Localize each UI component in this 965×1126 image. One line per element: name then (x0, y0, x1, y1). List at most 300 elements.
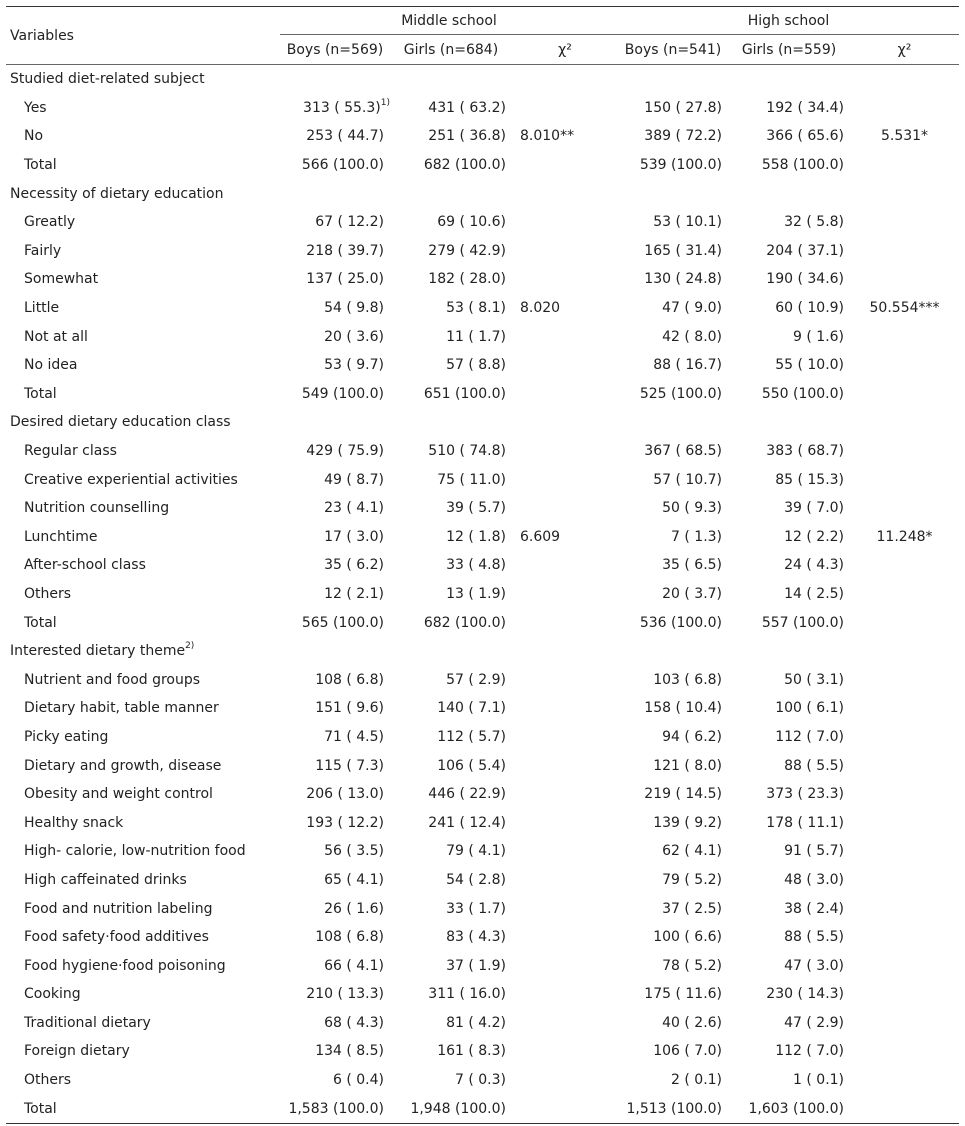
ms-chi-cell (512, 237, 618, 266)
hs-girls-cell (728, 923, 850, 952)
hs-girls-cell-value: 178 ( 11.1) (766, 814, 845, 831)
hs-chi-cell (850, 923, 959, 952)
ms-boys-cell-value: 206 ( 13.0) (306, 786, 384, 803)
table-row (6, 94, 959, 123)
ms-girls-cell-value: 431 ( 63.2) (428, 99, 506, 116)
ms-boys-cell-value: 67 ( 12.2) (315, 214, 384, 231)
hs-girls-cell-value: 112 ( 7.0) (775, 1043, 845, 1060)
ms-girls-cell (390, 351, 512, 380)
empty-cell (280, 637, 390, 666)
hs-chi-cell (850, 866, 959, 895)
ms-girls-cell (390, 151, 512, 180)
ms-boys-cell (280, 494, 390, 523)
ms-chi-cell (512, 894, 618, 923)
hs-girls-cell (728, 465, 850, 494)
ms-girls-cell-value: 12 ( 1.8) (446, 528, 506, 545)
ms-girls-cell (390, 808, 512, 837)
hs-chi-cell (850, 837, 959, 866)
ms-girls-cell (390, 551, 512, 580)
table-row (6, 465, 959, 494)
ms-girls-cell (390, 837, 512, 866)
ms-girls-cell (390, 751, 512, 780)
ms-boys-cell-value: 20 ( 3.6) (324, 328, 384, 345)
empty-cell (280, 408, 390, 437)
row-label: Food safety·food additives (24, 929, 209, 946)
hs-boys-cell (618, 523, 728, 552)
ms-boys-cell-value: 53 ( 9.7) (324, 357, 384, 374)
row-label: Food hygiene·food poisoning (24, 957, 226, 974)
ms-chi-cell (512, 808, 618, 837)
hs-boys-cell-value: 103 ( 6.8) (653, 671, 723, 688)
ms-girls-cell (390, 208, 512, 237)
ms-girls-cell-value: 33 ( 1.7) (446, 900, 506, 917)
hs-boys-cell-value: 94 ( 6.2) (662, 728, 723, 745)
ms-girls-header: Girls (n=684) (390, 35, 512, 65)
row-label: Nutrient and food groups (24, 671, 201, 688)
hs-boys-cell (618, 980, 728, 1009)
ms-girls-cell-value: 53 ( 8.1) (446, 300, 506, 317)
hs-boys-cell (618, 780, 728, 809)
ms-girls-cell (390, 523, 512, 552)
ms-girls-cell-value: 161 ( 8.3) (437, 1043, 506, 1060)
table-row (6, 580, 959, 609)
ms-boys-cell (280, 608, 390, 637)
ms-boys-cell-value: 151 ( 9.6) (315, 700, 384, 717)
ms-girls-cell (390, 780, 512, 809)
hs-boys-cell (618, 608, 728, 637)
hs-girls-cell (728, 380, 850, 409)
ms-boys-cell (280, 237, 390, 266)
hs-boys-cell-value: 130 ( 24.8) (644, 271, 723, 288)
empty-cell (390, 408, 512, 437)
hs-boys-cell-value: 20 ( 3.7) (662, 585, 723, 602)
ms-chi-cell (512, 265, 618, 294)
hs-girls-cell (728, 951, 850, 980)
ms-chi-cell (512, 665, 618, 694)
ms-chi-cell (512, 151, 618, 180)
table-row (6, 237, 959, 266)
hs-girls-cell-value: 9 ( 1.6) (793, 328, 845, 345)
empty-cell (728, 179, 850, 208)
empty-cell (728, 637, 850, 666)
row-label: Others (24, 585, 72, 602)
ms-chi-cell (512, 351, 618, 380)
row-label: Yes (24, 99, 47, 116)
ms-boys-cell-value: 253 ( 44.7) (306, 128, 384, 145)
hs-boys-cell-value: 150 ( 27.8) (644, 99, 723, 116)
row-label: Creative experiential activities (24, 471, 238, 488)
hs-chi-cell (850, 894, 959, 923)
hs-girls-cell-value: 47 ( 3.0) (784, 957, 845, 974)
ms-boys-cell-value: 54 ( 9.8) (324, 300, 384, 317)
ms-girls-cell (390, 94, 512, 123)
ms-girls-cell (390, 294, 512, 323)
table-row (6, 751, 959, 780)
section-label-text: Studied diet-related subject (10, 71, 205, 88)
empty-cell (618, 179, 728, 208)
hs-girls-cell-value: 100 ( 6.1) (775, 700, 845, 717)
table-row (6, 265, 959, 294)
row-label: Fairly (24, 242, 62, 259)
ms-boys-cell-value: 65 ( 4.1) (324, 871, 384, 888)
ms-boys-cell (280, 322, 390, 351)
hs-chi-cell (850, 1037, 959, 1066)
ms-boys-cell (280, 437, 390, 466)
ms-girls-cell (390, 122, 512, 151)
ms-boys-cell (280, 866, 390, 895)
hs-boys-cell-value: 389 ( 72.2) (644, 128, 723, 145)
ms-girls-cell-value: 241 ( 12.4) (428, 814, 506, 831)
row-label: Greatly (24, 214, 76, 231)
table-row (6, 1094, 959, 1123)
ms-girls-cell-value: 182 ( 28.0) (428, 271, 506, 288)
hs-boys-cell (618, 551, 728, 580)
hs-girls-header: Girls (n=559) (728, 35, 850, 65)
ms-boys-cell-value: 66 ( 4.1) (324, 957, 384, 974)
ms-boys-cell (280, 151, 390, 180)
empty-cell (850, 65, 959, 94)
empty-cell (280, 65, 390, 94)
row-label: Food and nutrition labeling (24, 900, 213, 917)
row-label: High caffeinated drinks (24, 871, 187, 888)
hs-boys-cell-value: 42 ( 8.0) (662, 328, 723, 345)
ms-chi-cell (512, 551, 618, 580)
hs-boys-cell (618, 665, 728, 694)
empty-cell (512, 637, 618, 666)
ms-girls-cell-value: 79 ( 4.1) (446, 843, 506, 860)
ms-boys-header: Boys (n=569) (280, 35, 390, 65)
hs-girls-cell (728, 608, 850, 637)
ms-boys-cell-value: 35 ( 6.2) (324, 557, 384, 574)
hs-girls-cell-value: 85 ( 15.3) (775, 471, 845, 488)
table-row (6, 608, 959, 637)
hs-boys-cell (618, 1094, 728, 1123)
table-row (6, 151, 959, 180)
ms-boys-cell (280, 523, 390, 552)
row-label: Not at all (24, 328, 88, 345)
ms-girls-cell (390, 723, 512, 752)
ms-boys-cell (280, 751, 390, 780)
row-label: Dietary and growth, disease (24, 757, 222, 774)
ms-girls-cell-value: 1,948 (100.0) (410, 1100, 506, 1117)
hs-chi-cell (850, 437, 959, 466)
hs-chi-cell (850, 208, 959, 237)
hs-girls-cell (728, 1094, 850, 1123)
ms-chi-cell (512, 866, 618, 895)
ms-boys-cell (280, 665, 390, 694)
row-label: Picky eating (24, 728, 109, 745)
hs-boys-cell-value: 536 (100.0) (639, 614, 723, 631)
ms-girls-cell-value: 69 ( 10.6) (437, 214, 506, 231)
ms-girls-cell-value: 11 ( 1.7) (446, 328, 506, 345)
ms-girls-cell (390, 580, 512, 609)
ms-girls-cell (390, 980, 512, 1009)
table-row (6, 294, 959, 323)
hs-boys-cell-value: 525 (100.0) (639, 385, 723, 402)
empty-cell (618, 637, 728, 666)
row-label: Total (6, 1094, 280, 1123)
ms-boys-cell-value: 549 (100.0) (301, 385, 384, 402)
ms-chi-cell (512, 465, 618, 494)
hs-boys-cell-value: 7 ( 1.3) (671, 528, 723, 545)
empty-cell (390, 637, 512, 666)
hs-girls-cell (728, 551, 850, 580)
section-header-row (6, 179, 959, 208)
hs-boys-cell (618, 322, 728, 351)
ms-girls-cell-value: 106 ( 5.4) (437, 757, 506, 774)
hs-boys-cell (618, 294, 728, 323)
ms-girls-cell-value: 33 ( 4.8) (446, 557, 506, 574)
section-header-row (6, 408, 959, 437)
ms-boys-cell-value: 134 ( 8.5) (315, 1043, 384, 1060)
row-label: Healthy snack (24, 814, 124, 831)
hs-boys-cell-value: 37 ( 2.5) (662, 900, 723, 917)
ms-boys-cell (280, 923, 390, 952)
hs-boys-cell-value: 79 ( 5.2) (662, 871, 723, 888)
empty-cell (728, 65, 850, 94)
ms-boys-cell (280, 780, 390, 809)
table-row (6, 122, 959, 151)
hs-boys-cell (618, 265, 728, 294)
ms-boys-cell-value: 210 ( 13.3) (306, 986, 384, 1003)
hs-chi-cell (850, 322, 959, 351)
hs-girls-cell-value: 47 ( 2.9) (784, 1014, 845, 1031)
row-label: High- calorie, low-nutrition food (24, 843, 246, 860)
hs-girls-cell (728, 494, 850, 523)
ms-boys-cell-value: 49 ( 8.7) (324, 471, 384, 488)
empty-cell (512, 408, 618, 437)
hs-boys-cell (618, 694, 728, 723)
row-label: Total (24, 614, 57, 631)
hs-chi-cell (850, 265, 959, 294)
ms-boys-cell-value: 566 (100.0) (301, 157, 384, 174)
hs-boys-cell-value: 1,513 (100.0) (626, 1100, 723, 1117)
hs-chi-cell (850, 1094, 959, 1123)
hs-boys-cell (618, 837, 728, 866)
hs-boys-cell (618, 894, 728, 923)
hs-boys-cell (618, 351, 728, 380)
ms-chi-cell (512, 494, 618, 523)
ms-chi-cell (512, 923, 618, 952)
ms-boys-cell-value: 12 ( 2.1) (324, 585, 384, 602)
hs-girls-cell-value: 383 ( 68.7) (766, 443, 845, 460)
ms-chi-cell: 8.020 (520, 300, 561, 317)
hs-boys-cell-value: 2 ( 0.1) (671, 1072, 723, 1089)
hs-girls-cell (728, 1037, 850, 1066)
hs-boys-cell (618, 1009, 728, 1038)
empty-cell (390, 65, 512, 94)
hs-boys-cell (618, 494, 728, 523)
ms-girls-cell-value: 651 (100.0) (423, 385, 506, 402)
high-school-header: High school (618, 7, 959, 35)
hs-girls-cell (728, 208, 850, 237)
hs-boys-cell-value: 40 ( 2.6) (662, 1014, 723, 1031)
ms-boys-cell (280, 208, 390, 237)
empty-cell (850, 408, 959, 437)
hs-boys-cell-value: 78 ( 5.2) (662, 957, 723, 974)
hs-chi-cell (850, 751, 959, 780)
ms-girls-cell-value: 311 ( 16.0) (428, 986, 506, 1003)
hs-boys-cell-value: 367 ( 68.5) (644, 443, 723, 460)
hs-boys-cell-value: 35 ( 6.5) (662, 557, 723, 574)
ms-boys-cell-value: 108 ( 6.8) (315, 671, 384, 688)
ms-boys-cell (280, 265, 390, 294)
hs-chi-cell (850, 494, 959, 523)
section-label-text: Interested dietary theme (10, 643, 186, 660)
hs-chi-cell (850, 951, 959, 980)
ms-girls-cell-value: 510 ( 74.8) (428, 443, 506, 460)
ms-chi-cell: 8.010** (520, 128, 575, 145)
hs-boys-cell (618, 94, 728, 123)
ms-boys-cell-value: 429 ( 75.9) (306, 443, 384, 460)
ms-boys-cell (280, 951, 390, 980)
table-row (6, 322, 959, 351)
hs-girls-cell (728, 237, 850, 266)
hs-girls-cell-value: 55 ( 10.0) (775, 357, 845, 374)
ms-girls-cell-value: 446 ( 22.9) (428, 786, 506, 803)
hs-girls-cell-value: 204 ( 37.1) (766, 242, 845, 259)
ms-girls-cell (390, 265, 512, 294)
row-label: Foreign dietary (24, 1043, 130, 1060)
hs-girls-cell (728, 665, 850, 694)
table-row (6, 808, 959, 837)
hs-boys-cell (618, 923, 728, 952)
hs-chi-cell (850, 94, 959, 123)
table-row (6, 866, 959, 895)
hs-boys-cell (618, 437, 728, 466)
ms-chi-cell (512, 380, 618, 409)
section-label (6, 408, 280, 437)
footnote-marker: 2) (185, 641, 195, 652)
hs-chi-cell: 5.531* (880, 128, 929, 145)
table-row (6, 837, 959, 866)
hs-chi-header: χ² (850, 35, 959, 65)
row-label: Total (24, 385, 57, 402)
table-row (6, 351, 959, 380)
ms-chi-cell (512, 980, 618, 1009)
hs-girls-cell-value: 558 (100.0) (761, 157, 845, 174)
hs-boys-cell (618, 751, 728, 780)
row-label: Regular class (24, 443, 117, 460)
empty-cell (512, 65, 618, 94)
hs-girls-cell-value: 373 ( 23.3) (766, 786, 845, 803)
hs-boys-cell-value: 50 ( 9.3) (662, 500, 723, 517)
ms-girls-cell (390, 951, 512, 980)
ms-boys-cell-value: 313 ( 55.3) (303, 99, 381, 116)
ms-boys-cell-value: 193 ( 12.2) (306, 814, 384, 831)
hs-chi-cell (850, 665, 959, 694)
table-row (6, 1066, 959, 1095)
ms-girls-cell (390, 1094, 512, 1123)
ms-chi-cell (512, 580, 618, 609)
ms-chi-header: χ² (512, 35, 618, 65)
table-row (6, 1037, 959, 1066)
hs-girls-cell (728, 780, 850, 809)
hs-chi-cell (850, 808, 959, 837)
hs-girls-cell-value: 12 ( 2.2) (784, 528, 845, 545)
hs-girls-cell-value: 48 ( 3.0) (784, 871, 845, 888)
hs-chi-cell: 11.248* (876, 528, 933, 545)
table-row (6, 437, 959, 466)
hs-girls-cell (728, 294, 850, 323)
empty-cell (728, 408, 850, 437)
hs-boys-cell (618, 465, 728, 494)
hs-boys-cell (618, 580, 728, 609)
ms-chi-cell (512, 723, 618, 752)
hs-boys-cell (618, 723, 728, 752)
empty-cell (618, 408, 728, 437)
ms-chi-cell (512, 608, 618, 637)
ms-girls-cell-value: 251 ( 36.8) (428, 128, 506, 145)
hs-chi-cell (850, 1066, 959, 1095)
hs-girls-cell (728, 322, 850, 351)
ms-boys-cell (280, 980, 390, 1009)
middle-school-header: Middle school (280, 7, 618, 35)
ms-girls-cell-value: 83 ( 4.3) (446, 929, 506, 946)
hs-girls-cell (728, 94, 850, 123)
hs-boys-cell-value: 121 ( 8.0) (653, 757, 723, 774)
ms-boys-cell (280, 465, 390, 494)
ms-girls-cell (390, 437, 512, 466)
variables-header: Variables (6, 7, 280, 65)
ms-boys-cell-value: 23 ( 4.1) (324, 500, 384, 517)
section-header-row (6, 637, 959, 666)
ms-chi-cell (512, 837, 618, 866)
ms-boys-cell-value: 6 ( 0.4) (333, 1072, 384, 1089)
hs-girls-cell-value: 550 (100.0) (761, 385, 845, 402)
hs-boys-cell-value: 165 ( 31.4) (644, 242, 723, 259)
hs-girls-cell-value: 1,603 (100.0) (748, 1100, 845, 1117)
ms-girls-cell (390, 866, 512, 895)
table-row (6, 894, 959, 923)
hs-girls-cell-value: 230 ( 14.3) (766, 986, 845, 1003)
ms-chi-cell (512, 780, 618, 809)
hs-boys-cell-value: 47 ( 9.0) (662, 300, 723, 317)
hs-girls-cell-value: 32 ( 5.8) (784, 214, 845, 231)
ms-boys-cell (280, 837, 390, 866)
ms-chi-cell (512, 1037, 618, 1066)
section-label (6, 637, 280, 666)
hs-girls-cell-value: 557 (100.0) (761, 614, 845, 631)
hs-boys-cell (618, 208, 728, 237)
hs-girls-cell (728, 808, 850, 837)
hs-girls-cell-value: 91 ( 5.7) (784, 843, 845, 860)
hs-boys-cell-value: 62 ( 4.1) (662, 843, 723, 860)
ms-boys-cell-value: 26 ( 1.6) (324, 900, 384, 917)
hs-girls-cell (728, 523, 850, 552)
row-label: Somewhat (24, 271, 99, 288)
ms-boys-cell-value: 68 ( 4.3) (324, 1014, 384, 1031)
ms-girls-cell (390, 1037, 512, 1066)
ms-girls-cell (390, 923, 512, 952)
section-label (6, 179, 280, 208)
ms-boys-cell (280, 380, 390, 409)
hs-girls-cell-value: 50 ( 3.1) (784, 671, 845, 688)
ms-girls-cell (390, 237, 512, 266)
hs-girls-cell-value: 39 ( 7.0) (784, 500, 845, 517)
ms-boys-cell (280, 1094, 390, 1123)
hs-girls-cell-value: 60 ( 10.9) (775, 300, 845, 317)
hs-girls-cell (728, 265, 850, 294)
row-label: Total (24, 157, 57, 174)
ms-chi-cell (512, 1009, 618, 1038)
table-row (6, 494, 959, 523)
ms-girls-cell-value: 7 ( 0.3) (455, 1072, 506, 1089)
hs-boys-cell-value: 158 ( 10.4) (644, 700, 723, 717)
ms-girls-cell-value: 279 ( 42.9) (428, 242, 506, 259)
hs-boys-cell (618, 866, 728, 895)
ms-boys-cell (280, 1037, 390, 1066)
